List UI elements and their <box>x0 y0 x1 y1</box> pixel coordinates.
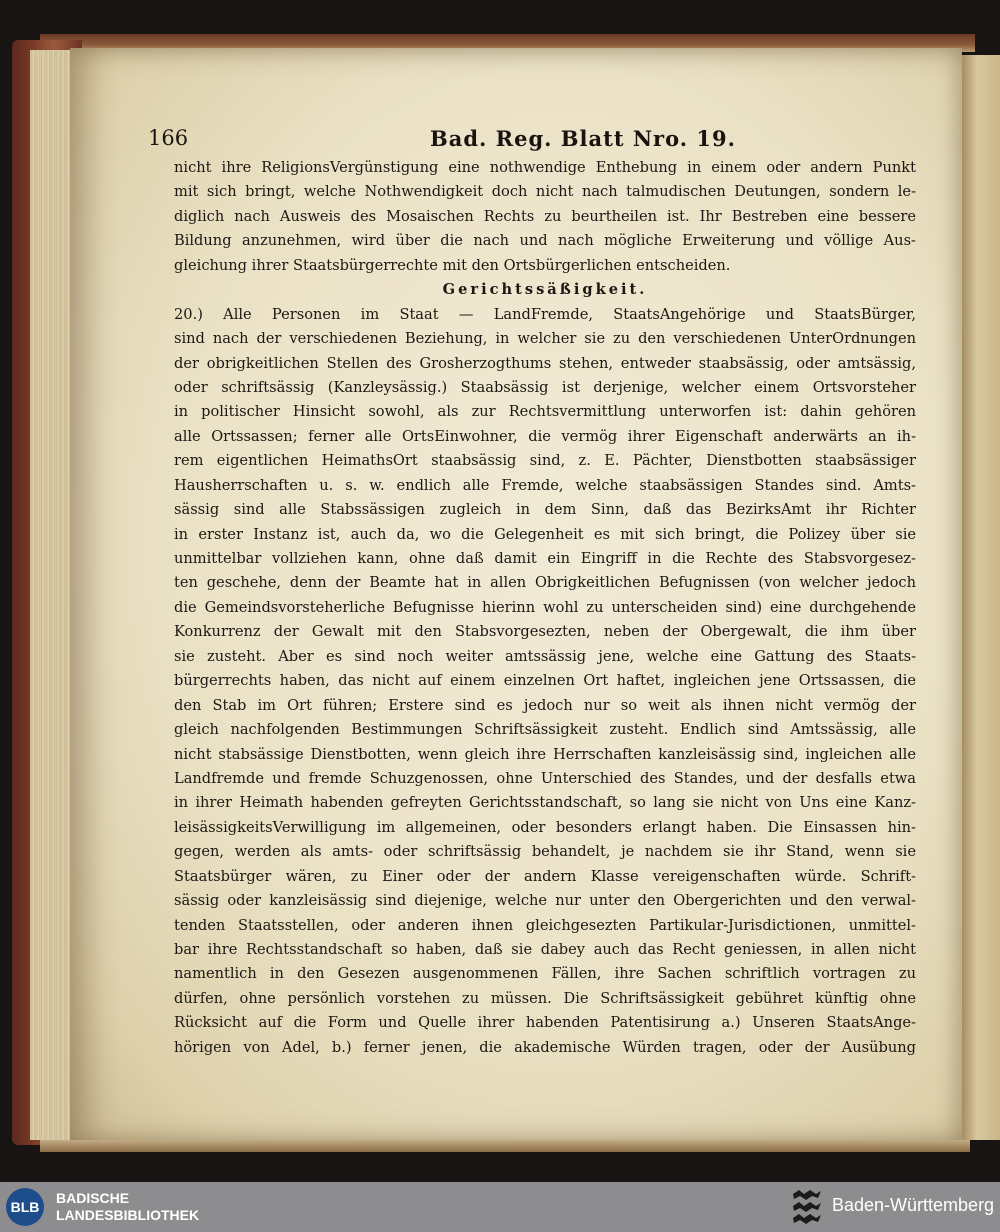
text-line: Rücksicht auf die Form und Quelle ihrer habenden Patentisirung a.) Unseren StaatsAnge- <box>174 1014 916 1032</box>
state-name[interactable]: Baden-Württemberg <box>832 1195 995 1215</box>
text-line: dürfen, ohne persönlich vorstehen zu müssen. Die Schriftsässigkeit gebühret künftig ohne <box>174 989 916 1007</box>
text-line: nicht ihre ReligionsVergünstigung eine nothwendige Enthebung in einem oder andern Punkt <box>174 159 916 176</box>
text-line: Staatsbürger wären, zu Einer oder der andern Klasse vereigenschaften würde. Schrift- <box>174 867 916 885</box>
blb-logo[interactable]: BLB <box>6 1188 44 1226</box>
text-line: gegen, werden als amts- oder schriftsässig behandelt, je nachdem sie ihr Stand, wenn sie <box>174 843 916 861</box>
page-header <box>148 126 928 154</box>
text-line: bürgerrechts haben, das nicht auf einem einzelnen Ort haftet, ingleichen jene Ortssassen, die <box>174 672 916 690</box>
text-line: diglich nach Ausweis des Mosaischen Rechts zu beurtheilen ist. Ihr Bestreben eine bessere <box>174 207 916 225</box>
text-line: der obrigkeitlichen Stellen des Grosherzogthums stehen, entweder staabsässig, oder amtsässig, <box>174 354 916 372</box>
text-line: in politischer Hinsicht sowohl, als zur Rechtsvermittlung unterworfen ist: dahin gehören <box>174 403 916 421</box>
footer-bar <box>0 1182 1000 1232</box>
text-line: 20.) Alle Personen im Staat — LandFremde, StaatsAngehörige und StaatsBürger, <box>174 305 916 323</box>
text-line: nicht stabsässige Dienstbotten, wenn gleich ihre Herrschaften kanzleisässig sind, ingleichen alle <box>174 745 916 763</box>
text-line: namentlich in den Gesezen ausgenommenen Fällen, ihre Sachen schriftlich vortragen zu <box>174 965 916 983</box>
library-name-line1: BADISCHE <box>56 1190 130 1206</box>
text-line: gleichung ihrer Staatsbürgerrechte mit den Ortsbürgerlichen entscheiden. <box>174 256 731 274</box>
text-line: Bildung anzunehmen, wird über die nach und nach mögliche Erweiterung und völlige Aus- <box>174 232 916 250</box>
page-number: 166 <box>148 126 189 150</box>
text-line: hörigen von Adel, b.) ferner jenen, die akademische Würden tragen, oder der Ausübung <box>174 1038 916 1056</box>
state-coat-of-arms-icon <box>790 1188 824 1226</box>
text-line: Landfremde und fremde Schuzgenossen, ohne Unterschied des Standes, und der desfalls etwa <box>174 769 916 787</box>
text-line: gleich nachfolgenden Bestimmungen Schriftsässigkeit zusteht. Endlich sind Amtssässig, alle <box>174 721 916 739</box>
running-title: Bad. Reg. Blatt Nro. 19. <box>430 126 736 151</box>
text-line: in erster Instanz ist, auch da, wo die Gelegenheit es mit sich bringt, die Polizey über sie <box>174 525 916 543</box>
library-name[interactable] <box>56 1190 199 1224</box>
text-line: Hausherrschaften u. s. w. endlich alle Fremde, welche staabsässigen Standes sind. Amts- <box>174 476 916 494</box>
text-line: den Stab im Ort führen; Erstere sind es jedoch nur so weit als ihnen nicht vermög der <box>174 696 916 714</box>
text-line: bar ihre Rechtsstandschaft so haben, daß sie dabey auch das Recht geniessen, in allen nicht <box>174 941 916 958</box>
text-line: sässig sind alle Stabssässigen zugleich in dem Sinn, daß das BezirksAmt ihr Richter <box>174 501 916 519</box>
text-line: leisässigkeitsVerwilligung im allgemeinen, oder besonders erlangt haben. Die Einsassen hin- <box>174 818 916 836</box>
text-line: unmittelbar vollziehen kann, ohne daß damit ein Eingriff in die Rechte des Stabsvorgesez- <box>174 550 916 567</box>
section-heading: Gerichtssäßigkeit. <box>442 281 648 299</box>
text-line: in ihrer Heimath habenden gefreyten Gerichtsstandschaft, so lang sie nicht von Uns eine Kanz- <box>174 794 916 812</box>
text-line: rem eigentlichen HeimathsOrt staabsässig sind, z. E. Pächter, Dienstbotten staabsässiger <box>174 452 916 470</box>
text-line: Konkurrenz der Gewalt mit den Stabsvorgesezten, neben der Obergewalt, die ihm über <box>174 623 916 641</box>
text-line: sie zusteht. Aber es sind noch weiter amtssässig jene, welche eine Gattung des Staats- <box>174 647 916 665</box>
text-line: sind nach der verschiedenen Beziehung, in welcher sie zu den verschiedenen UnterOrdnungen <box>174 330 916 348</box>
text-line: ten geschehe, denn der Beamte hat in allen Obrigkeitlichen Befugnissen (von welcher jedoch <box>174 574 916 592</box>
text-line: sässig oder kanzleisässig sind diejenige, welche nur unter den Obergerichten und den verwal- <box>174 892 916 910</box>
page-body-text <box>174 156 916 1060</box>
text-line: mit sich bringt, welche Nothwendigkeit doch nicht nach talmudischen Deutungen, sondern le- <box>174 183 916 201</box>
text-line: oder schriftsässig (Kanzleysässig.) Staabsässig ist derjenige, welcher einem Ortsvorsteher <box>174 378 916 396</box>
text-line: die Gemeindsvorsteherliche Befugnisse hierinn wohl zu unterscheiden sind) eine durchgehende <box>174 598 916 616</box>
book-bottom-edge <box>40 1140 970 1152</box>
text-line: tenden Staatsstellen, oder anderen ihnen gleichgesezten Partikular-Jurisdictionen, unmittel- <box>174 916 916 934</box>
text-line: alle Ortssassen; ferner alle OrtsEinwohner, die vermög ihrer Eigenschaft anderwärts an ih- <box>174 427 916 445</box>
library-name-line2: LANDESBIBLIOTHEK <box>56 1207 200 1223</box>
facing-page-edge <box>962 55 1000 1140</box>
